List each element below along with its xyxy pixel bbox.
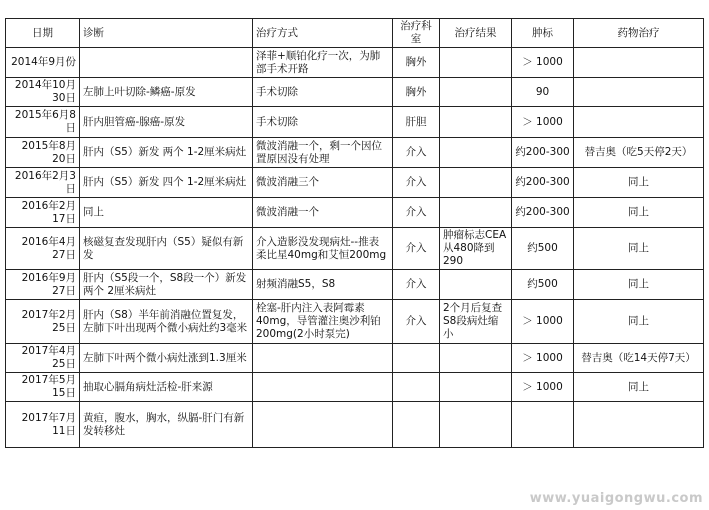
cell-tumor-marker: ＞ 1000	[512, 373, 574, 402]
cell-drug: 同上	[574, 373, 704, 402]
cell-result	[440, 373, 512, 402]
cell-tumor-marker: 约200-300	[512, 198, 574, 228]
cell-treatment: 微波消融一个	[253, 198, 393, 228]
cell-drug: 同上	[574, 198, 704, 228]
cell-department	[393, 373, 440, 402]
cell-diagnosis: 核磁复查发现肝内（S5）疑似有新发	[80, 228, 253, 270]
cell-date: 2017年5月15日	[6, 373, 80, 402]
cell-tumor-marker: 约200-300	[512, 168, 574, 198]
header-row	[6, 19, 704, 48]
cell-department: 介入	[393, 300, 440, 344]
cell-date: 2017年4月25日	[6, 344, 80, 373]
cell-date: 2014年9月份	[6, 48, 80, 78]
cell-tumor-marker	[512, 402, 574, 448]
table-row	[6, 48, 704, 78]
cell-diagnosis: 肝内（S5）新发 四个 1-2厘米病灶	[80, 168, 253, 198]
cell-result	[440, 48, 512, 78]
table-row	[6, 270, 704, 300]
cell-tumor-marker: ＞ 1000	[512, 300, 574, 344]
cell-diagnosis: 抽取心膈角病灶活检-肝来源	[80, 373, 253, 402]
cell-tumor-marker: 约500	[512, 228, 574, 270]
cell-result: 2个月后复查S8段病灶缩小	[440, 300, 512, 344]
cell-date: 2016年9月27日	[6, 270, 80, 300]
cell-tumor-marker: 90	[512, 78, 574, 107]
cell-date: 2015年6月8日	[6, 107, 80, 138]
cell-department: 介入	[393, 198, 440, 228]
cell-result	[440, 402, 512, 448]
cell-department: 肝胆	[393, 107, 440, 138]
treatment-records-table	[5, 18, 704, 448]
cell-drug: 替吉奥（吃5天停2天）	[574, 138, 704, 168]
cell-treatment: 微波消融三个	[253, 168, 393, 198]
cell-tumor-marker: 约500	[512, 270, 574, 300]
cell-date: 2016年4月27日	[6, 228, 80, 270]
table-row	[6, 78, 704, 107]
cell-result	[440, 270, 512, 300]
table-row	[6, 168, 704, 198]
table-row	[6, 228, 704, 270]
cell-drug	[574, 78, 704, 107]
cell-department: 介入	[393, 270, 440, 300]
cell-drug	[574, 107, 704, 138]
cell-result: 肿瘤标志CEA从480降到290	[440, 228, 512, 270]
cell-treatment: 介入造影没发现病灶--推表柔比星40mg和艾恒200mg	[253, 228, 393, 270]
header-treatment: 治疗方式	[253, 19, 393, 48]
table-row	[6, 107, 704, 138]
cell-drug: 同上	[574, 228, 704, 270]
cell-department: 介入	[393, 168, 440, 198]
cell-treatment: 微波消融一个，剩一个因位置原因没有处理	[253, 138, 393, 168]
table-row	[6, 198, 704, 228]
cell-tumor-marker: ＞ 1000	[512, 48, 574, 78]
cell-diagnosis: 同上	[80, 198, 253, 228]
cell-department: 介入	[393, 228, 440, 270]
cell-treatment	[253, 373, 393, 402]
header-tumor-marker: 肿标	[512, 19, 574, 48]
cell-drug: 替吉奥（吃14天停7天）	[574, 344, 704, 373]
cell-diagnosis: 肝内（S5段一个，S8段一个）新发两个 2厘米病灶	[80, 270, 253, 300]
cell-date: 2017年2月25日	[6, 300, 80, 344]
cell-drug	[574, 402, 704, 448]
cell-date: 2014年10月30日	[6, 78, 80, 107]
cell-department: 胸外	[393, 48, 440, 78]
cell-diagnosis	[80, 48, 253, 78]
cell-tumor-marker: ＞ 1000	[512, 344, 574, 373]
cell-result	[440, 344, 512, 373]
cell-treatment: 手术切除	[253, 107, 393, 138]
header-date: 日期	[6, 19, 80, 48]
cell-date: 2016年2月17日	[6, 198, 80, 228]
cell-diagnosis: 肝内（S8）半年前消融位置复发，左肺下叶出现两个微小病灶约3毫米	[80, 300, 253, 344]
table-row	[6, 138, 704, 168]
cell-department	[393, 344, 440, 373]
cell-diagnosis: 黄疸，腹水，胸水，纵膈-肝门有新发转移灶	[80, 402, 253, 448]
cell-treatment	[253, 402, 393, 448]
cell-diagnosis: 左肺上叶切除-鳞癌-原发	[80, 78, 253, 107]
cell-result	[440, 198, 512, 228]
cell-drug: 同上	[574, 270, 704, 300]
header-drug: 药物治疗	[574, 19, 704, 48]
cell-date: 2016年2月3日	[6, 168, 80, 198]
cell-diagnosis: 肝内胆管癌-腺癌-原发	[80, 107, 253, 138]
cell-result	[440, 138, 512, 168]
cell-tumor-marker: 约200-300	[512, 138, 574, 168]
cell-treatment: 射频消融S5，S8	[253, 270, 393, 300]
site-watermark: www.yuaigongwu.com	[529, 491, 703, 506]
cell-treatment: 手术切除	[253, 78, 393, 107]
cell-department: 胸外	[393, 78, 440, 107]
cell-treatment	[253, 344, 393, 373]
cell-diagnosis: 左肺下叶两个微小病灶涨到1.3厘米	[80, 344, 253, 373]
cell-treatment: 泽菲+顺铂化疗一次，为肺部手术开路	[253, 48, 393, 78]
cell-drug: 同上	[574, 168, 704, 198]
cell-result	[440, 107, 512, 138]
header-result: 治疗结果	[440, 19, 512, 48]
cell-result	[440, 168, 512, 198]
cell-result	[440, 78, 512, 107]
cell-diagnosis: 肝内（S5）新发 两个 1-2厘米病灶	[80, 138, 253, 168]
table-row	[6, 300, 704, 344]
cell-drug	[574, 48, 704, 78]
cell-date: 2017年7月11日	[6, 402, 80, 448]
cell-treatment: 栓塞-肝内注入表阿霉素40mg，导管灌注奥沙利铂200mg(2小时泵完)	[253, 300, 393, 344]
cell-date: 2015年8月20日	[6, 138, 80, 168]
cell-drug: 同上	[574, 300, 704, 344]
cell-department	[393, 402, 440, 448]
header-department: 治疗科室	[393, 19, 440, 48]
cell-department: 介入	[393, 138, 440, 168]
table-row	[6, 402, 704, 448]
header-diagnosis: 诊断	[80, 19, 253, 48]
cell-tumor-marker: ＞ 1000	[512, 107, 574, 138]
table-row	[6, 344, 704, 373]
table-row	[6, 373, 704, 402]
